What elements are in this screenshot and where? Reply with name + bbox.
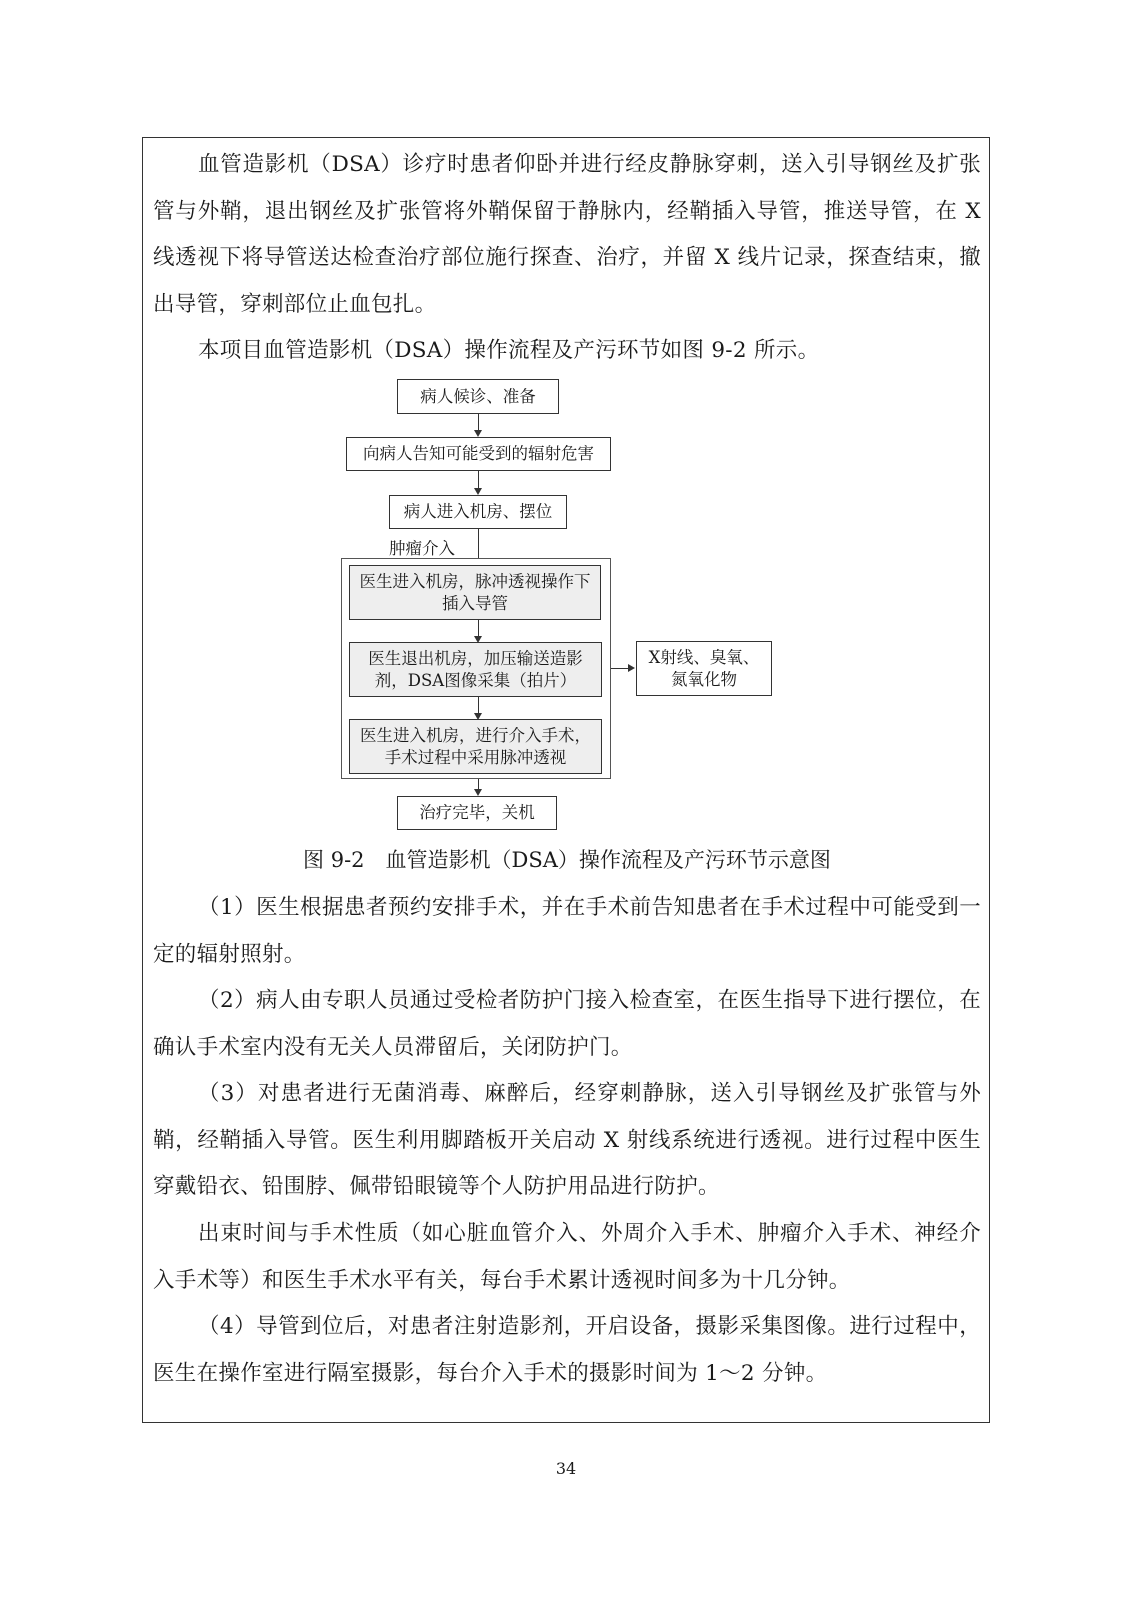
flow-step-inform: 向病人告知可能受到的辐射危害: [346, 437, 611, 471]
arrow-down-icon: [474, 488, 482, 495]
flow-connector: [478, 529, 479, 561]
figure-caption: 图 9-2 血管造影机（DSA）操作流程及产污环节示意图: [303, 848, 831, 872]
content-frame: [142, 137, 990, 1423]
flow-connector: [611, 668, 629, 669]
flow-step-insert-catheter: 医生进入机房，脉冲透视操作下插入导管: [349, 565, 601, 620]
page-number: 34: [555, 1459, 577, 1478]
flow-step-positioning: 病人进入机房、摆位: [389, 495, 567, 529]
paragraph-step-4: （4）导管到位后，对患者注射造影剂，开启设备，摄影采集图像。进行过程中，医生在操作室进行隔室摄影，每台介入手术的摄影时间为 1～2 分钟。: [153, 1314, 981, 1386]
paragraph-step-3: （3）对患者进行无菌消毒、麻醉后，经穿刺静脉，送入引导钢丝及扩张管与外鞘，经鞘插入导管。医生利用脚踏板开关启动 X 射线系统进行透视。进行过程中医生穿戴铅衣、铅围脖、佩带铅眼镜等个人防护用品进行防护。: [153, 1081, 981, 1199]
paragraph-exposure-time: 出束时间与手术性质（如心脏血管介入、外周介入手术、肿瘤介入手术、神经介入手术等）和医生手术水平有关，每台手术累计透视时间多为十几分钟。: [153, 1221, 981, 1293]
paragraph-intro: 血管造影机（DSA）诊疗时患者仰卧并进行经皮静脉穿刺，送入引导钢丝及扩张管与外鞘，退出钢丝及扩张管将外鞘保留于静脉内，经鞘插入导管，推送导管，在 X 线透视下将导管送达检查治疗部位施行探查、治疗，并留 X 线片记录，探查结束，撤出导管，穿刺部位止血包扎。: [153, 152, 981, 317]
arrow-down-icon: [474, 430, 482, 437]
flow-step-waiting: 病人候诊、准备: [397, 379, 559, 414]
flow-connector: [478, 471, 479, 489]
arrow-right-icon: [628, 664, 635, 672]
paragraph-figure-ref: 本项目血管造影机（DSA）操作流程及产污环节如图 9-2 所示。: [198, 338, 820, 363]
flow-connector: [478, 414, 479, 431]
arrow-down-icon: [474, 789, 482, 796]
group-label: 肿瘤介入: [389, 539, 455, 558]
flow-step-intervention: 医生进入机房，进行介入手术，手术过程中采用脉冲透视: [349, 719, 602, 774]
pollutant-output: X射线、臭氧、氮氧化物: [636, 641, 772, 696]
flow-step-finish: 治疗完毕，关机: [397, 796, 557, 830]
paragraph-step-2: （2）病人由专职人员通过受检者防护门接入检查室，在医生指导下进行摆位，在确认手术室内没有无关人员滞留后，关闭防护门。: [153, 988, 981, 1060]
paragraph-step-1: （1）医生根据患者预约安排手术，并在手术前告知患者在手术过程中可能受到一定的辐射照射。: [153, 895, 981, 967]
flow-step-contrast-imaging: 医生退出机房，加压输送造影剂，DSA图像采集（拍片）: [349, 642, 602, 697]
